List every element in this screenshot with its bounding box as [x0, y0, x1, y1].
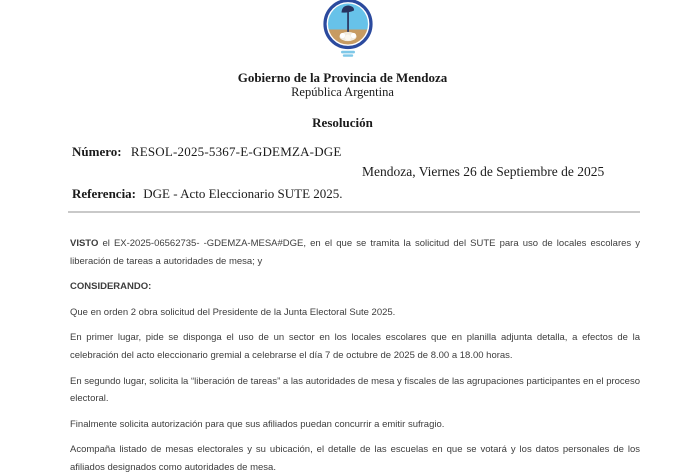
document-type-heading: Resolución	[312, 115, 373, 130]
body-paragraph: Acompaña listado de mesas electorales y su ubicación, el detalle de las escuelas en que se votará y los datos personales de los afiliados designados como autoridades de mesa.	[70, 444, 640, 473]
country-subtitle: República Argentina	[291, 85, 394, 99]
body-paragraph: En segundo lugar, solicita la “liberación de tareas” a las autoridades de mesa y fiscales de las agrupaciones participantes en el proceso electoral.	[70, 375, 640, 405]
reference-row	[72, 186, 640, 202]
reference-label: Referencia:	[72, 186, 137, 201]
visto-text: el EX-2025-06562735- -GDEMZA-MESA#DGE, en el que se tramita la solicitud del SUTE para uso de locales escolares y liberación de tareas a autoridades de mesa; y	[70, 238, 640, 267]
visto-label: VISTO	[70, 238, 99, 249]
resolution-number-row	[72, 144, 640, 160]
mendoza-coat-of-arms-icon	[322, 0, 374, 58]
document-meta	[72, 144, 640, 202]
considerando-heading: CONSIDERANDO:	[70, 281, 152, 293]
government-title: Gobierno de la Provincia de Mendoza	[237, 70, 448, 85]
number-label: Número:	[72, 144, 122, 159]
body-paragraph: Finalmente solicita autorización para que sus afiliados puedan concurrir a emitir sufragio.	[70, 418, 445, 430]
reference-value: DGE - Acto Eleccionario SUTE 2025.	[143, 186, 343, 201]
body-paragraph: En primer lugar, pide se disponga el uso de un sector en los locales escolares que en planilla adjunta detalla, a efectos de la celebración del acto eleccionario gremial a celebrarse el día 7 de octubre de 2025 de 8.00 a 18.00 horas.	[70, 332, 640, 361]
header-divider	[68, 211, 640, 213]
number-value: RESOL-2025-5367-E-GDEMZA-DGE	[130, 144, 342, 159]
emblem-container	[0, 0, 685, 58]
document-body	[70, 235, 640, 475]
visto-paragraph	[70, 235, 640, 270]
dateline: Mendoza, Viernes 26 de Septiembre de 2025	[362, 164, 605, 179]
body-paragraph: Que en orden 2 obra solicitud del Presidente de la Junta Electoral Sute 2025.	[70, 306, 396, 318]
